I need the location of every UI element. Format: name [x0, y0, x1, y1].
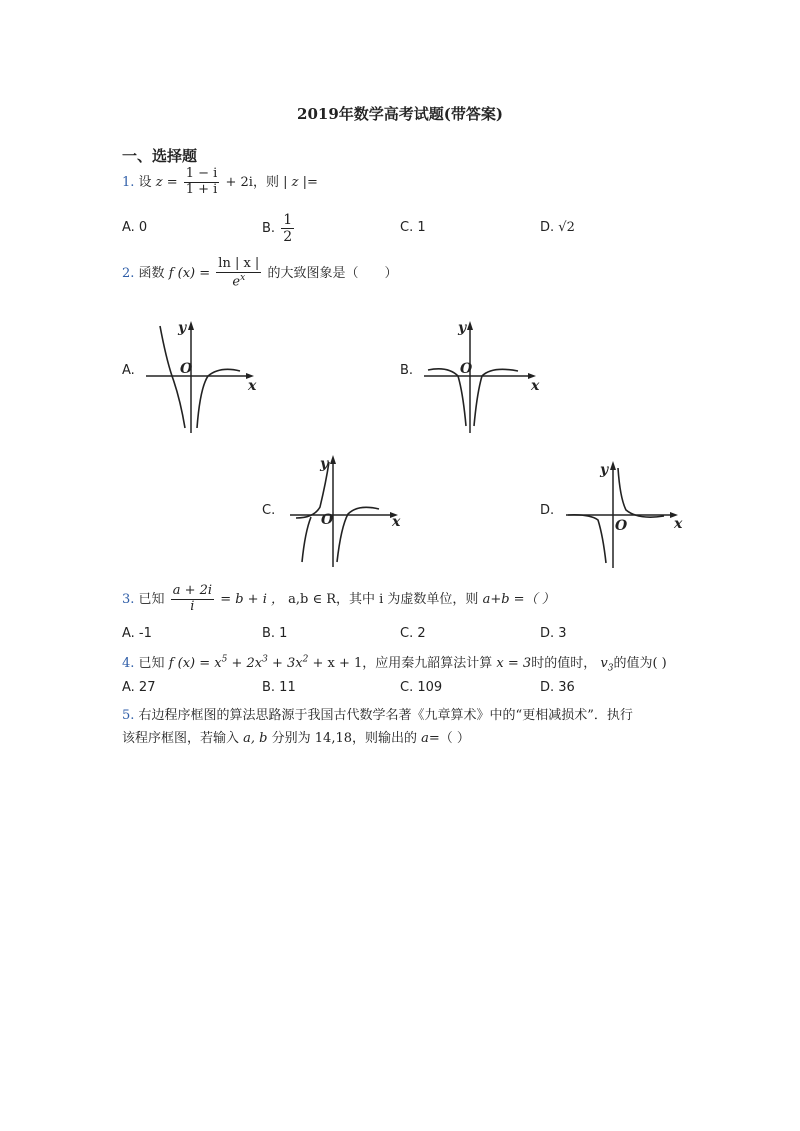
- option-a: A. -1: [122, 626, 152, 641]
- option-c: C. 1: [400, 220, 426, 235]
- fraction-denominator: [230, 273, 247, 290]
- fraction-numerator: 1: [283, 212, 293, 228]
- question-text: 右边程序框图的算法思路源于我国古代数学名著《九章算术》中的“更相减损术”．执行: [138, 708, 633, 723]
- fraction: [171, 584, 214, 615]
- option-label: B.: [262, 221, 276, 237]
- axis-x-label: x: [531, 378, 540, 394]
- section-heading: 一、选择题: [122, 147, 198, 165]
- origin-label: O: [180, 361, 193, 377]
- question-text: 的大致图象是（ ）: [267, 266, 398, 282]
- question-text: 已知: [138, 656, 165, 671]
- option-c: C. 2: [400, 626, 426, 641]
- fraction-denominator: i: [190, 598, 195, 614]
- question-text: + x + 1，应用秦九韶算法计算: [308, 656, 493, 671]
- ask-expression: a+b =（ ）: [482, 591, 555, 607]
- graph-d: [560, 458, 685, 573]
- function-f: f (x) =: [168, 266, 211, 282]
- question-text: =（ ）: [428, 731, 470, 746]
- axis-x-label: x: [392, 514, 401, 530]
- question-2: [122, 257, 397, 290]
- fraction: [184, 167, 220, 198]
- variable-z: z: [155, 174, 163, 190]
- graph-c-label: C.: [262, 503, 276, 518]
- origin-label: O: [615, 518, 628, 534]
- page-title: 2019年数学高考试题(带答案): [297, 105, 503, 123]
- question-text: 分别为 14,18，则输出的: [271, 731, 417, 746]
- axis-y-label: y: [458, 320, 467, 336]
- question-5: [122, 704, 633, 723]
- graph-a: [140, 318, 265, 438]
- fraction-numerator: ln | x |: [218, 256, 260, 271]
- question-5-line-2: [122, 727, 470, 746]
- question-text: 函数: [138, 266, 165, 282]
- exponent: 3: [262, 654, 268, 665]
- graph-c: [284, 452, 409, 572]
- origin-label: O: [460, 361, 473, 377]
- question-number: 1.: [122, 174, 135, 190]
- v-symbol: v: [600, 656, 608, 671]
- exponent: x: [240, 272, 246, 283]
- base-e: e: [232, 274, 241, 290]
- modulus-z: | z |=: [283, 174, 318, 190]
- option-a: A. 27: [122, 680, 156, 695]
- question-text: 该程序框图，若输入: [122, 731, 240, 746]
- fraction: [216, 257, 261, 290]
- fraction-denominator: 1 + i: [185, 181, 218, 197]
- variable-a: a: [421, 731, 429, 746]
- question-text: 已知: [138, 591, 165, 607]
- axis-y-label: y: [600, 462, 609, 478]
- axis-x-label: x: [674, 516, 683, 532]
- graph-d-label: D.: [540, 503, 555, 518]
- option-b: [262, 212, 296, 245]
- axis-y-label: y: [320, 456, 329, 472]
- v3: [600, 656, 614, 674]
- option-a: A. 0: [122, 220, 148, 235]
- question-text: 时的值时，: [531, 656, 597, 671]
- x-value: x = 3: [496, 656, 532, 671]
- question-text: a,b ∈ R，其中 i 为虚数单位，则: [288, 591, 479, 607]
- graph-a-label: A.: [122, 363, 135, 378]
- fraction-denominator: 2: [283, 229, 293, 246]
- question-number: 2.: [122, 266, 135, 282]
- question-4: [122, 652, 667, 674]
- fraction-numerator: a + 2i: [172, 583, 213, 598]
- option-b: B. 11: [262, 680, 296, 695]
- sqrt-two: √2: [558, 220, 575, 235]
- option-label: D.: [540, 220, 555, 235]
- graph-b-label: B.: [400, 363, 414, 378]
- question-number: 5.: [122, 708, 135, 723]
- fraction-numerator: 1 − i: [185, 166, 218, 181]
- poly-term: + 2x: [227, 656, 263, 671]
- question-number: 4.: [122, 656, 135, 671]
- option-d: D. 36: [540, 680, 575, 695]
- question-number: 3.: [122, 591, 135, 607]
- poly-term: f (x) = x: [168, 656, 222, 671]
- option-d: [540, 220, 575, 235]
- question-text: 设: [138, 174, 152, 190]
- variables-ab: a, b: [243, 731, 268, 746]
- option-c: C. 109: [400, 680, 443, 695]
- fraction: [281, 212, 294, 245]
- equals-sign: =: [166, 174, 178, 190]
- origin-label: O: [321, 512, 334, 528]
- question-text: + 2i，则: [225, 174, 279, 190]
- question-text: 的值为( ): [613, 656, 667, 671]
- polynomial: [169, 656, 309, 671]
- subscript: 3: [607, 663, 614, 674]
- question-3: [122, 584, 555, 615]
- question-1: [122, 167, 318, 198]
- option-b: B. 1: [262, 626, 288, 641]
- equation-rhs: = b + i ，: [220, 591, 284, 607]
- graph-b: [418, 318, 548, 438]
- axis-y-label: y: [178, 320, 187, 336]
- axis-x-label: x: [248, 378, 257, 394]
- option-d: D. 3: [540, 626, 567, 641]
- exponent: 5: [221, 654, 228, 665]
- poly-term: + 3x: [267, 656, 303, 671]
- exponent: 2: [302, 654, 309, 665]
